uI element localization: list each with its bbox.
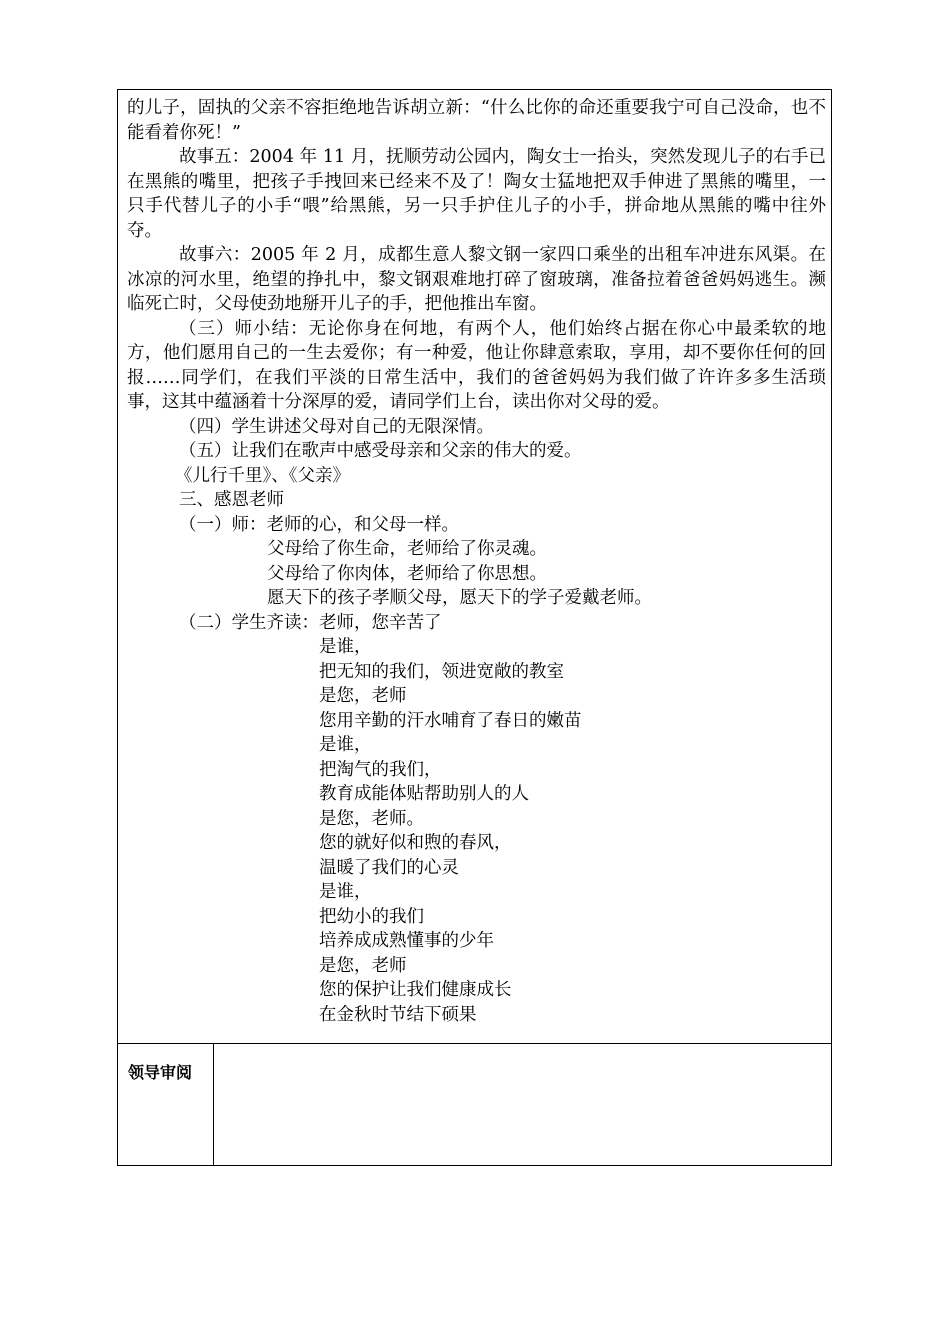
paragraph-parents-body: 父母给了你肉体，老师给了你思想。 xyxy=(267,563,547,584)
poem-line: 是谁， xyxy=(319,735,372,755)
paragraph-story-five: 故事五：2004 年 11 月，抚顺劳动公园内，陶女士一抬头，突然发现儿子的右手已在黑熊的嘴里，把孩子手拽回来已经来不及了！陶女士猛地把双手伸进了黑熊的嘴里，一只手代替儿子的小手“喂”给黑熊，另一只手护住儿子的小手，拼命地从黑熊的嘴中往外夺。 xyxy=(127,147,826,241)
poem-line: 教育成能体贴帮助别人的人 xyxy=(319,784,529,804)
review-row xyxy=(118,1044,831,1165)
poem-line: 把淘气的我们， xyxy=(319,759,442,780)
review-value-cell[interactable] xyxy=(214,1044,831,1165)
poem-line: 您用辛勤的汗水哺育了春日的嫩苗 xyxy=(319,710,582,731)
paragraph-poem-title: （二）学生齐读：老师，您辛苦了 xyxy=(179,612,442,633)
paragraph-parents-life: 父母给了你生命，老师给了你灵魂。 xyxy=(267,539,547,559)
poem-line: 您的保护让我们健康成长 xyxy=(319,980,512,1000)
poem-line: 是谁， xyxy=(319,882,372,902)
poem-line: 是您，老师。 xyxy=(319,808,424,829)
poem-line: 培养成成熟懂事的少年 xyxy=(319,931,494,951)
document-table xyxy=(117,89,832,1166)
poem-line: 在金秋时节结下硕果 xyxy=(319,1004,477,1025)
paragraph-teacher-summary: （三）师小结：无论你身在何地，有两个人，他们始终占据在你心中最柔软的地方，他们愿用自己的一生去爱你；有一种爱，他让你肆意索取，享用，却不要你任何的回报……同学们，在我们平淡的日常生活中，我们的爸爸妈妈为我们做了许许多多生活琐事，这其中蕴涵着十分深厚的爱，请同学们上台，读出你对父母的爱。 xyxy=(127,318,826,412)
section-heading-thank-teachers: 三、感恩老师 xyxy=(179,490,284,510)
paragraph-story-four-end: 的儿子，固执的父亲不容拒绝地告诉胡立新：“什么比你的命还重要我宁可自己没命，也不能看着你死！” xyxy=(127,98,826,143)
poem-line: 是您，老师 xyxy=(319,686,407,706)
poem-line: 是谁， xyxy=(319,637,372,657)
poem-line: 温暖了我们的心灵 xyxy=(319,857,459,878)
paragraph-teacher-heart: （一）师：老师的心，和父母一样。 xyxy=(179,514,459,535)
paragraph-song-titles: 《儿行千里》、《父亲》 xyxy=(175,465,350,486)
lesson-content-cell xyxy=(118,90,831,1044)
paragraph-songs-intro: （五）让我们在歌声中感受母亲和父亲的伟大的爱。 xyxy=(179,441,582,461)
paragraph-story-six: 故事六：2005 年 2 月，成都生意人黎文钢一家四口乘坐的出租车冲进东风渠。在冰凉的河水里，绝望的挣扎中，黎文钢艰难地打碎了窗玻璃，准备拉着爸爸妈妈逃生。濒临死亡时，父母使劲地掰开儿子的手，把他推出车窗。 xyxy=(127,245,826,314)
poem-line: 把无知的我们，领进宽敞的教室 xyxy=(319,661,564,682)
poem-line: 是您，老师 xyxy=(319,955,407,976)
paragraph-wish: 愿天下的孩子孝顺父母，愿天下的学子爱戴老师。 xyxy=(267,588,652,608)
poem-line: 把幼小的我们 xyxy=(319,906,424,927)
paragraph-student-narration: （四）学生讲述父母对自己的无限深情。 xyxy=(179,416,494,437)
poem-line: 您的就好似和煦的春风， xyxy=(319,833,512,853)
review-label: 领导审阅 xyxy=(118,1044,214,1165)
